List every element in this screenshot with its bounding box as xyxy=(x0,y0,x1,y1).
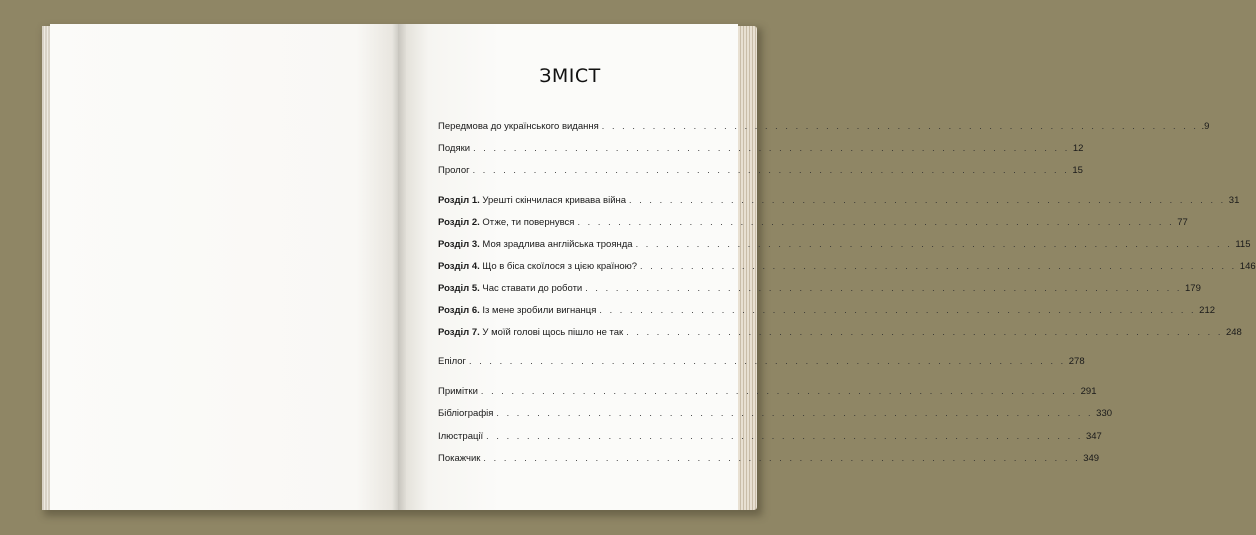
toc-entry-notes xyxy=(438,386,1097,400)
toc-entry-title: Отже, ти повернувся xyxy=(479,217,575,228)
toc-entry-page: 115 xyxy=(1235,239,1251,250)
toc-entry-title: Час ставати до роботи xyxy=(479,283,583,294)
toc-entry-page: 278 xyxy=(1068,356,1085,367)
toc-entry-chapter-6 xyxy=(438,305,1216,319)
toc-dot-leader: . . . . . . . . . . . . . . . . . . . . . . . . . . . . . . . . . . . . . . . . . . . . . . . . . . . . . . . . . . . xyxy=(486,431,1083,441)
toc-dot-leader: . . . . . . . . . . . . . . . . . . . . . . . . . . . . . . . . . . . . . . . . . . . . . . . . . . . . . . . . . . . xyxy=(480,386,1078,396)
toc-entry-foreword xyxy=(438,121,1210,135)
toc-entry-chapter: Розділ 7. xyxy=(438,327,480,338)
toc-entry-chapter-1 xyxy=(438,195,1240,209)
toc-entry-illustrations xyxy=(438,431,1102,445)
toc-entry-page: .9 xyxy=(1201,121,1210,132)
toc-entry-chapter-2 xyxy=(438,217,1188,231)
toc-entry-page: 291 xyxy=(1080,386,1097,397)
toc-entry-page: 248 xyxy=(1225,327,1242,338)
toc-entry-page: 12 xyxy=(1072,143,1084,154)
toc-dot-leader: . . . . . . . . . . . . . . . . . . . . . . . . . . . . . . . . . . . . . . . . . . . . . . . . . . . . . . . . . . . xyxy=(483,453,1081,463)
toc-entry-page: 31 xyxy=(1228,195,1240,206)
toc-entry-title: Пролог xyxy=(438,165,470,176)
toc-entry-chapter-5 xyxy=(438,283,1201,297)
toc-dot-leader: . . . . . . . . . . . . . . . . . . . . . . . . . . . . . . . . . . . . . . . . . . . . . . . . . . . . . . . . . . . xyxy=(577,217,1175,227)
toc-entry-title: Ілюстрації xyxy=(438,431,484,442)
toc-entry-page: 179 xyxy=(1185,283,1201,294)
toc-entry-title: Моя зрадлива англійська троянда xyxy=(479,239,633,250)
toc-entry-title: Передмова до українського видання xyxy=(438,121,599,132)
toc-dot-leader: . . . . . . . . . . . . . . . . . . . . . . . . . . . . . . . . . . . . . . . . . . . . . . . . . . . . . . . . . . . xyxy=(626,327,1223,337)
toc-dot-leader: . . . . . . . . . . . . . . . . . . . . . . . . . . . . . . . . . . . . . . . . . . . . . . . . . . . . . . . . . . . xyxy=(585,283,1182,293)
toc-dot-leader: . . . . . . . . . . . . . . . . . . . . . . . . . . . . . . . . . . . . . . . . . . . . . . . . . . . . . . . . . . . xyxy=(629,195,1226,205)
toc-entry-page: 330 xyxy=(1096,408,1113,419)
toc-entry-chapter-4 xyxy=(438,261,1256,275)
toc-entry-title: Примітки xyxy=(438,386,478,397)
toc-dot-leader: . . . . . . . . . . . . . . . . . . . . . . . . . . . . . . . . . . . . . . . . . . . . . . . . . . . . . . . . . . . xyxy=(472,165,1070,175)
toc-dot-leader: . . . . . . . . . . . . . . . . . . . . . . . . . . . . . . . . . . . . . . . . . . . . . . . . . . . . . . . . . . . xyxy=(599,305,1197,315)
toc-dot-leader: . . . . . . . . . . . . . . . . . . . . . . . . . . . . . . . . . . . . . . . . . . . . . . . . . . . . . . . . . . . xyxy=(496,408,1094,418)
toc-entry-title: Покажчик xyxy=(438,453,481,464)
toc-dot-leader: . . . . . . . . . . . . . . . . . . . . . . . . . . . . . . . . . . . . . . . . . . . . . . . . . . . . . . . . . . . xyxy=(601,121,1199,131)
toc-entry-chapter: Розділ 3. xyxy=(438,239,480,250)
toc-entry-bibliography xyxy=(438,408,1113,422)
toc-entry-chapter: Розділ 4. xyxy=(438,261,480,272)
toc-entry-epilogue xyxy=(438,356,1085,370)
left-page-edges xyxy=(42,26,50,510)
toc-dot-leader: . . . . . . . . . . . . . . . . . . . . . . . . . . . . . . . . . . . . . . . . . . . . . . . . . . . . . . . . . . . xyxy=(469,356,1066,366)
toc-entry-chapter: Розділ 6. xyxy=(438,305,480,316)
toc-entry-page: 77 xyxy=(1177,217,1188,228)
contents-title: ЗМІСТ xyxy=(539,65,601,87)
toc-entry-page: 347 xyxy=(1085,431,1102,442)
toc-entry-page: 212 xyxy=(1199,305,1216,316)
toc-entry-page: 15 xyxy=(1072,165,1083,176)
toc-dot-leader: . . . . . . . . . . . . . . . . . . . . . . . . . . . . . . . . . . . . . . . . . . . . . . . . . . . . . . . . . . . xyxy=(635,239,1233,249)
toc-entry-title: Із мене зробили вигнанця xyxy=(479,305,597,316)
toc-entry-page: 146 xyxy=(1239,261,1256,272)
toc-entry-title: Подяки xyxy=(438,143,471,154)
toc-entry-chapter-7 xyxy=(438,327,1242,341)
toc-entry-index xyxy=(438,453,1100,467)
toc-entry-title: У моїй голові щось пішло не так xyxy=(479,327,624,338)
toc-entry-title: Що в біса скоїлося з цією країною? xyxy=(479,261,638,272)
toc-entry-title: Урешті скінчилася кривава війна xyxy=(479,195,627,206)
left-blank-page xyxy=(50,24,398,510)
toc-entry-chapter: Розділ 2. xyxy=(438,217,480,228)
toc-dot-leader: . . . . . . . . . . . . . . . . . . . . . . . . . . . . . . . . . . . . . . . . . . . . . . . . . . . . . . . . . . . xyxy=(640,261,1237,271)
toc-entry-chapter: Розділ 5. xyxy=(438,283,480,294)
toc-dot-leader: . . . . . . . . . . . . . . . . . . . . . . . . . . . . . . . . . . . . . . . . . . . . . . . . . . . . . . . . . . . xyxy=(473,143,1070,153)
toc-entry-title: Бібліографія xyxy=(438,408,494,419)
toc-entry-page: 349 xyxy=(1083,453,1100,464)
toc-entry-chapter-3 xyxy=(438,239,1251,253)
toc-entry-acknowledgements xyxy=(438,143,1084,157)
book-gutter xyxy=(392,24,406,510)
toc-entry-title: Епілог xyxy=(438,356,466,367)
toc-entry-chapter: Розділ 1. xyxy=(438,195,480,206)
toc-entry-prologue xyxy=(438,165,1083,179)
